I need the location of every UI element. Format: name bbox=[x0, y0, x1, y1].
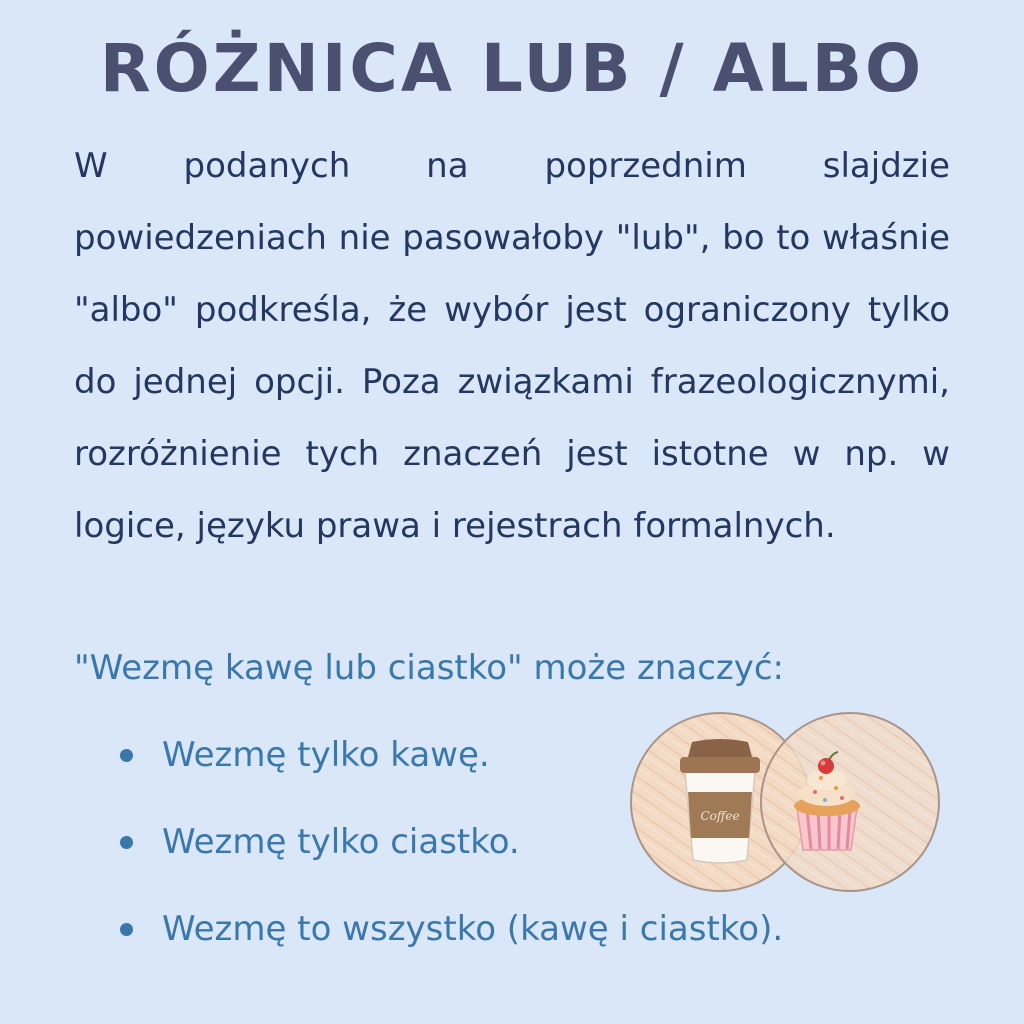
cup-label: Coffee bbox=[700, 809, 740, 823]
page-title: RÓŻNICA LUB / ALBO bbox=[99, 30, 925, 107]
list-item-text: Wezmę to wszystko (kawę i ciastko). bbox=[162, 909, 784, 949]
list-item-text: Wezmę tylko ciastko. bbox=[162, 822, 520, 862]
list-item-text: Wezmę tylko kawę. bbox=[162, 735, 490, 775]
bullet-icon bbox=[120, 923, 133, 936]
bullet-icon bbox=[120, 836, 133, 849]
explanation-paragraph: W podanych na poprzednim slajdzie powiedzeniach nie pasowałoby "lub", bo to właśnie "albo" podkreśla, że wybór jest ograniczony tylko do jednej opcji. Poza związkami frazeologicznymi, rozróżnienie tych znaczeń jest istotne w np. w logice, języku prawa i rejestrach formalnych. bbox=[74, 146, 950, 546]
venn-diagram-illustration bbox=[622, 710, 948, 894]
example-intro: "Wezmę kawę lub ciastko" może znaczyć: bbox=[74, 648, 784, 688]
list-item bbox=[118, 894, 783, 981]
bullet-icon bbox=[120, 749, 133, 762]
coffee-cup-icon bbox=[680, 739, 760, 863]
